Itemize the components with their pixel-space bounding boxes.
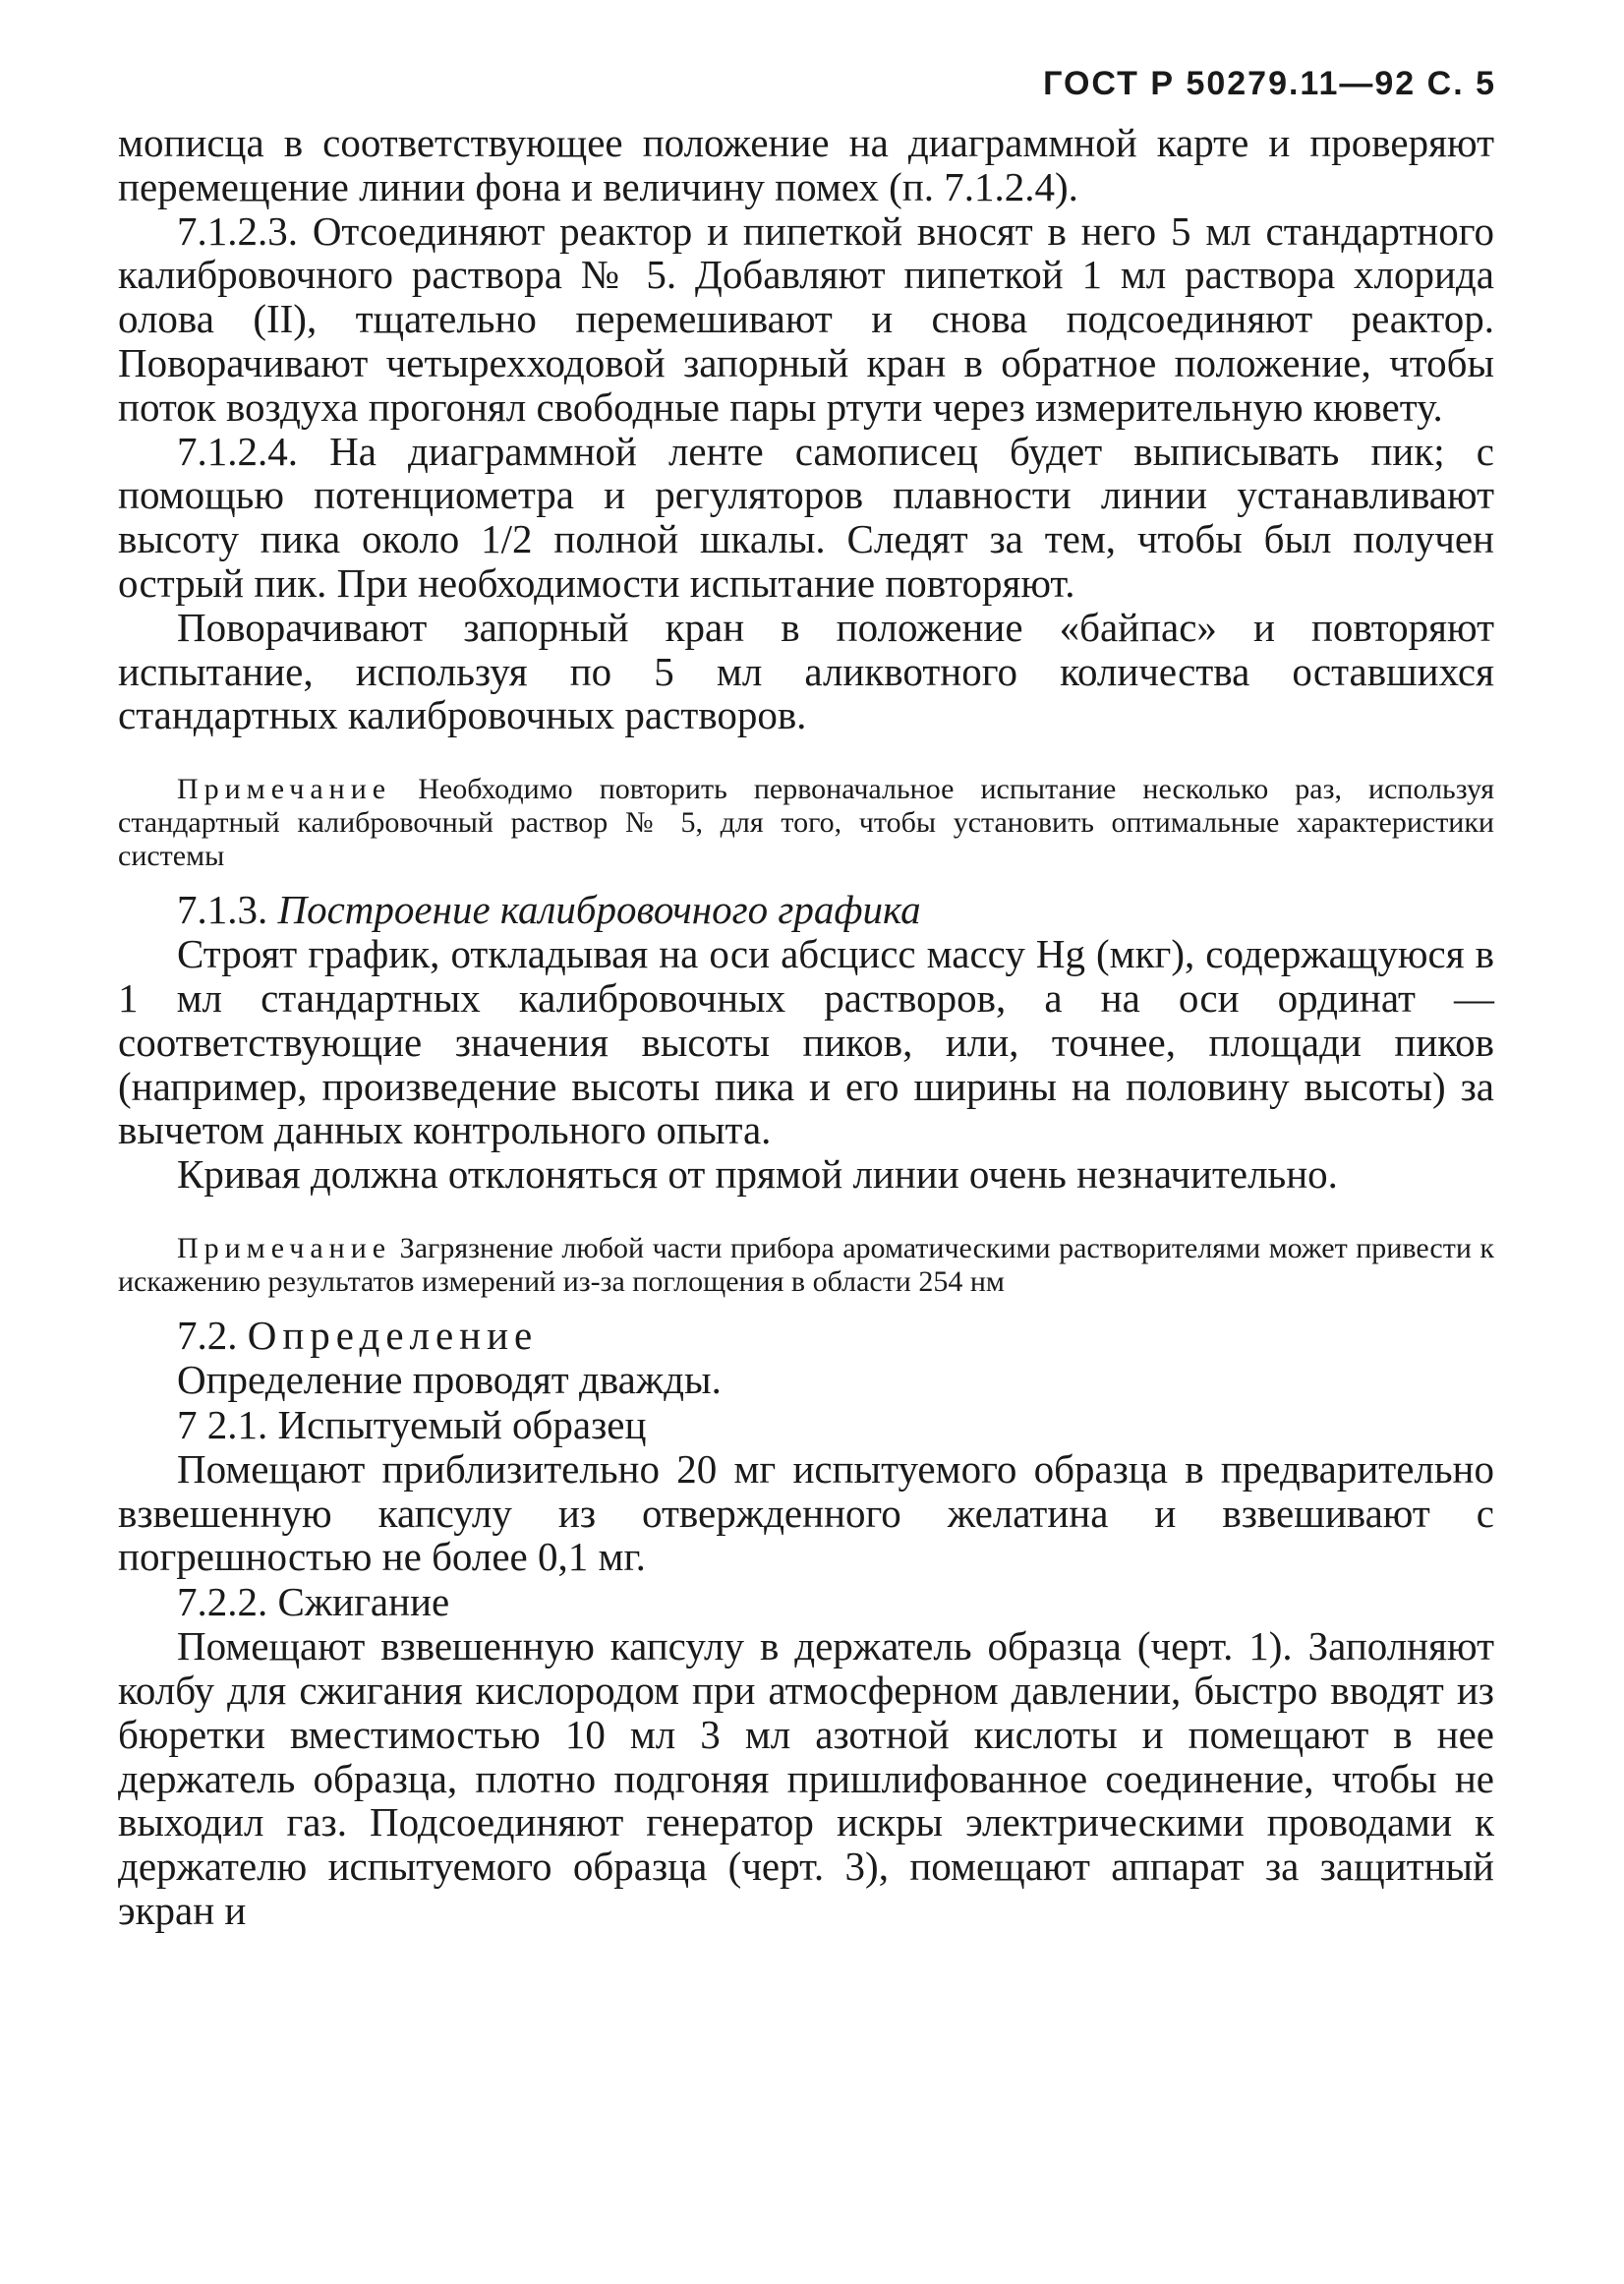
section-7-2-title: Определение (247, 1312, 539, 1358)
paragraph-7-1-2-4: 7.1.2.4. На диаграммной ленте самописец будет выписывать пик; с помощью потенциометра и регуляторов плавности линии устанавливают высоту пика около 1/2 полной шкалы. Следят за тем, чтобы был получен острый пик. При необходимости испытание повторяют. (118, 428, 1494, 606)
paragraph-sample: Помещают приблизительно 20 мг испытуемого образца в предварительно взвешенную капсулу из отвержденного желатина и взвешивают с погрешностью не более 0,1 мг. (118, 1445, 1494, 1580)
document-page (118, 65, 1494, 1933)
paragraph-continuation: мописца в соответствующее положение на диаграммной карте и проверяют перемещение линии фона и величину помех (п. 7.1.2.4). (118, 120, 1494, 209)
section-7-1-3-number: 7.1.3. (177, 887, 268, 933)
paragraph-determination: Определение проводят дважды. (177, 1356, 722, 1402)
running-header: ГОСТ Р 50279.11—92 С. 5 (1043, 65, 1496, 102)
paragraph-bypass: Поворачивают запорный кран в положение «байпас» и повторяют испытание, используя по 5 мл аликвотного количества оставшихся стандартных калибровочных растворов. (118, 604, 1494, 738)
note-1-label: Примечание (177, 773, 392, 806)
section-7-2-heading (118, 1313, 1494, 1358)
note-2-label: Примечание (177, 1231, 392, 1264)
paragraph-combustion: Помещают взвешенную капсулу в держатель образца (черт. 1). Заполняют колбу для сжигания кислородом при атмосферном давлении, быстро вводят из бюретки вместимостью 10 мл 3 мл азотной кислоты и помещают в нее держатель образца, плотно подгоняя пришлифованное соединение, чтобы не выходил газ. Подсоединяют генератор искры электрическими проводами к держателю испытуемого образца (черт. 3), помещают аппарат за защитный экран и (118, 1623, 1494, 1933)
paragraph-calibration-graph: Строят график, откладывая на оси абсцисс массу Hg (мкг), содержащуюся в 1 мл стандартных калибровочных растворов, а на оси ординат — соответствующие значения высоты пиков, или, точнее, площади пиков (например, произведение высоты пика и его ширины на половину высоты) за вычетом данных контрольного опыта. (118, 931, 1494, 1153)
note-2-text: Загрязнение любой части прибора ароматическими растворителями может привести к искажению результатов измерений из-за поглощения в области 254 нм (118, 1231, 1495, 1298)
section-7-1-3-heading (118, 887, 1494, 932)
section-7-1-3-title: Построение калибровочного графика (277, 887, 921, 933)
paragraph-curve: Кривая должна отклоняться от прямой линии очень незначительно. (177, 1151, 1338, 1198)
note-2 (118, 1232, 1494, 1299)
paragraph-7-1-2-3: 7.1.2.3. Отсоединяют реактор и пипеткой вносят в него 5 мл стандартного калибровочного раствора № 5. Добавляют пипеткой 1 мл раствора хлорида олова (II), тщательно перемешивают и снова подсоединяют реактор. Поворачивают четырехходовой запорный кран в обратное положение, чтобы поток воздуха прогонял свободные пары ртути через измерительную кювету. (118, 207, 1494, 430)
section-7-2-1-heading: 7 2.1. Испытуемый образец (177, 1401, 647, 1447)
section-7-2-2-heading: 7.2.2. Сжигание (177, 1579, 450, 1625)
section-7-2-number: 7.2. (177, 1312, 238, 1358)
note-1 (118, 773, 1494, 873)
note-1-text: Необходимо повторить первоначальное испытание несколько раз, используя стандартный калибровочный раствор № 5, для того, чтобы установить оптимальные характеристики системы (118, 773, 1495, 873)
